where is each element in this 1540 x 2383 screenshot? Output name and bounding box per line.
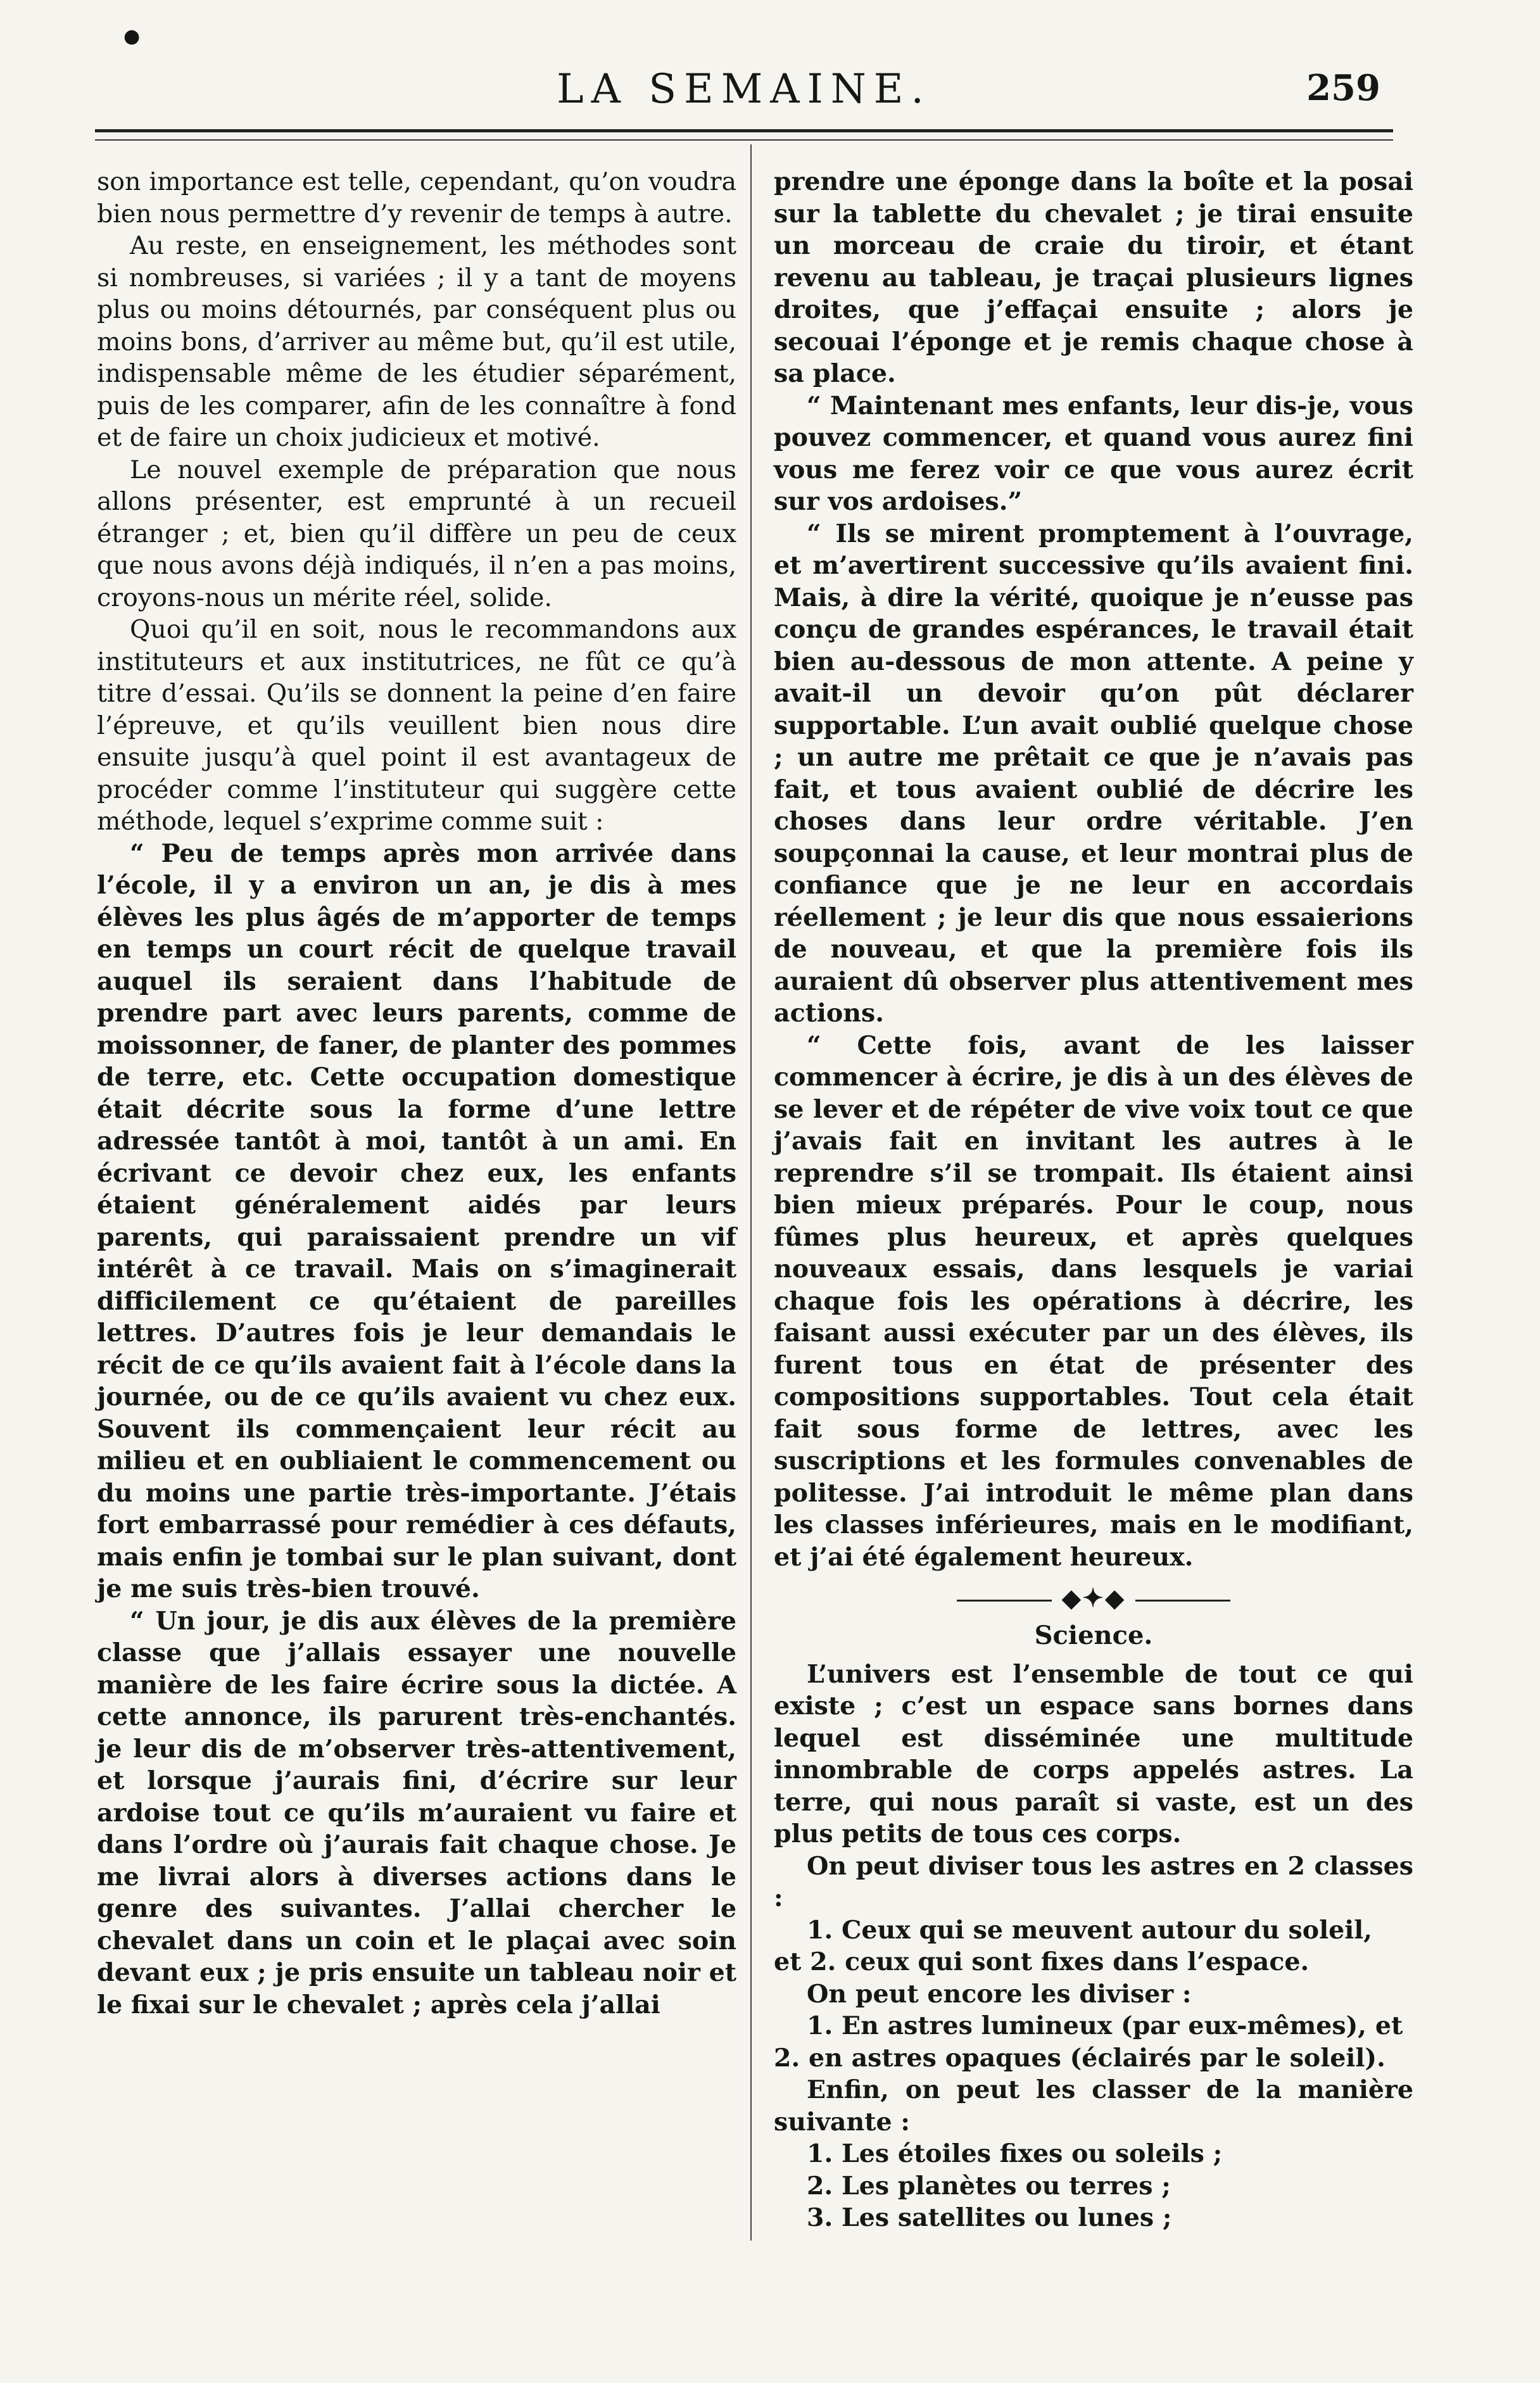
paragraph: Quoi qu’il en soit, nous le recommandons aux instituteurs et aux institutrices, ne fût ce qu’à titre d’essai. Qu’ils se donnent la peine d’en faire l’épreuve, et qu’ils veuillent bien nous dire ensuite jusqu’à quel point il est avantageux de procéder comme l’instituteur qui suggère cette méthode, lequel s’exprime comme suit : (97, 615, 736, 836)
paragraph: “ Peu de temps après mon arrivée dans l’école, il y a environ un an, je dis à mes élèves les plus âgés de m’apporter de temps en temps un court récit de quelque travail auquel ils seraient dans l’habitude de prendre part avec leurs parents, comme de moissonner, de faner, de planter des pommes de terre, etc. Cette occupation domestique était décrite sous la forme d’une lettre adressée tantôt à moi, tantôt à un ami. En écrivant ce devoir chez eux, les enfants étaient généralement aidés par leurs parents, qui paraissaient prendre un vif intérêt à ce travail. Mais on s’imaginerait difficilement ce qu’étaient de pareilles lettres. D’autres fois je leur demandais le récit de ce qu’ils avaient fait à l’école dans la journée, ou de ce qu’ils avaient vu chez eux. Souvent ils commençaient leur récit au milieu et en oubliaient le commencement ou du moins une partie très-importante. J’étais fort embarrassé pour remédier à ces défauts, mais enfin je tombai sur le plan suivant, dont je me suis très-bien trouvé. (97, 838, 736, 1603)
paragraph: “ Ils se mirent promptement à l’ouvrage, et m’avertirent successive qu’ils avaient fini. Mais, à dire la vérité, quoique je n’eusse pas conçu de grandes espérances, le travail était bien au-dessous de mon attente. A peine y avait-il un devoir qu’on pût déclarer supportable. L’un avait oublié quelque chose ; un autre me prêtait ce que je n’avais pas fait, et tous avaient oublié de décrire les choses dans leur ordre véritable. J’en soupçonnai la cause, et leur montrai plus de confiance que je ne leur en accordais réellement ; je leur dis que nous essaierions de nouveau, et que la première fois ils auraient dû observer plus attentivement mes actions. (774, 519, 1413, 1028)
paragraph: “ Cette fois, avant de les laisser commencer à écrire, je dis à un des élèves de se lever et de répéter de vive voix tout ce que j’avais fait en invitant les autres à le reprendre s’il se trompait. Ils étaient ainsi bien mieux préparés. Pour le coup, nous fûmes plus heureux, et après quelques nouveaux essais, dans lesquels je variai chaque fois les opérations à décrire, les faisant aussi exécuter par un des élèves, ils furent tous en état de présenter des compositions supportables. Tout cela était fait sous forme de lettres, avec les suscriptions et les formules convenables de politesse. J’ai introduit le même plan dans les classes inférieures, mais en le modifiant, et j’ai été également heureux. (774, 1030, 1413, 1572)
page-header (95, 58, 1393, 122)
list-item: et 2. ceux qui sont fixes dans l’espace. (774, 1947, 1310, 1976)
paragraph: L’univers est l’ensemble de tout ce qui existe ; c’est un espace sans bornes dans lequel est disséminée une multitude innombrable de corps appelés astres. La terre, qui nous paraît si vaste, est un des plus petits de tous ces corps. (774, 1659, 1413, 1849)
paragraph: prendre une éponge dans la boîte et la posai sur la tablette du chevalet ; je tirai ensuite un morceau de craie du tiroir, et étant revenu au tableau, je traçai plusieurs lignes droites, que j’effaçai ensuite ; alors je secouai l’éponge et je remis chaque chose à sa place. (774, 167, 1413, 388)
paragraph: On peut diviser tous les astres en 2 classes : (774, 1851, 1413, 1912)
list-item: 1. Les étoiles fixes ou soleils ; (807, 2139, 1223, 2168)
header-rule-thick (95, 129, 1393, 132)
paragraph: “ Un jour, je dis aux élèves de la première classe que j’allais essayer une nouvelle manière de les faire écrire sous la dictée. A cette annonce, ils parurent très-enchantés. je leur dis de m’observer très-attentivement, et lorsque j’aurais fini, d’écrire sur leur ardoise tout ce qu’ils m’auraient vu faire et dans l’ordre où j’aurais fait chaque chose. Je me livrai alors à diverses actions dans le genre des suivantes. J’allai chercher le chevalet dans un coin et le plaçai avec soin devant eux ; je pris ensuite un tableau noir et le fixai sur le chevalet ; après cela j’allai (97, 1606, 736, 2020)
list-item: 3. Les satellites ou lunes ; (807, 2203, 1172, 2232)
paragraph: Au reste, en enseignement, les méthodes sont si nombreuses, si variées ; il y a tant de moyens plus ou moins détournés, par conséquent plus ou moins bons, d’arriver au même but, qu’il est utile, indispensable même de les étudier séparément, puis de les comparer, afin de les connaître à fond et de faire un choix judicieux et motivé. (97, 231, 736, 452)
list-item: 1. En astres lumineux (par eux-mêmes), et (807, 2011, 1403, 2040)
section-ornament: ◆✦◆ (774, 1578, 1413, 1619)
ink-speck: ● (123, 25, 141, 47)
paragraph: On peut encore les diviser : (807, 1979, 1192, 2009)
running-title: LA SEMAINE. (557, 66, 931, 113)
paragraph: Le nouvel exemple de préparation que nous allons présenter, est emprunté à un recueil étranger ; et, bien qu’il diffère un peu de ceux que nous avons déjà indiqués, il n’en a pas moins, croyons-nous un mérite réel, solide. (97, 455, 736, 612)
page-number: 259 (1306, 67, 1380, 109)
right-column (774, 166, 1413, 2234)
header-rule-thin (95, 139, 1393, 141)
section-title: Science. (1034, 1621, 1153, 1650)
column-divider (750, 144, 752, 2241)
paragraph: Enfin, on peut les classer de la manière suivante : (774, 2075, 1413, 2137)
list-item: 2. Les planètes ou terres ; (807, 2171, 1171, 2201)
left-column (97, 166, 736, 2021)
paragraph: son importance est telle, cependant, qu’on voudra bien nous permettre d’y revenir de temps à autre. (97, 167, 736, 229)
list-item: 1. Ceux qui se meuvent autour du soleil, (807, 1915, 1372, 1945)
list-item: 2. en astres opaques (éclairés par le soleil). (774, 2043, 1385, 2073)
paragraph: “ Maintenant mes enfants, leur dis-je, vous pouvez commencer, et quand vous aurez fini vous me ferez voir ce que vous aurez écrit sur vos ardoises.” (774, 391, 1413, 516)
